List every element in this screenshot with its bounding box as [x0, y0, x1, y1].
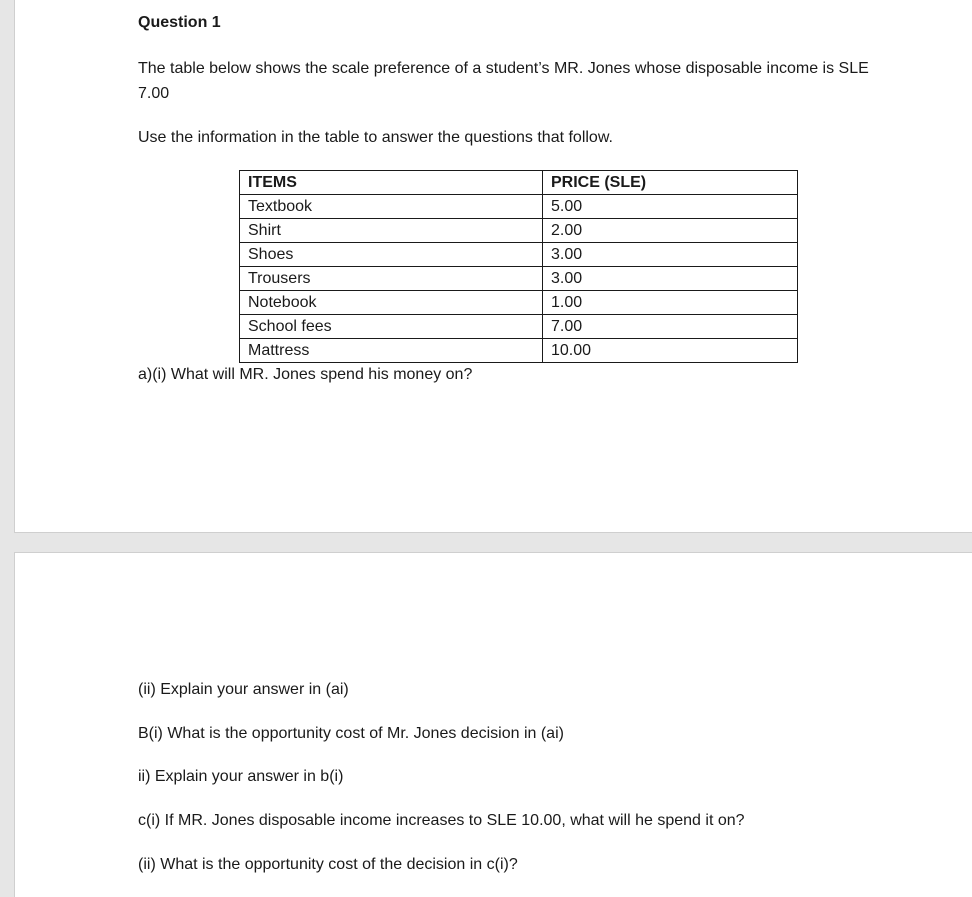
item-cell: Textbook [240, 195, 543, 219]
intro-line-1: The table below shows the scale preference of a student’s MR. Jones whose disposable income is SLE [138, 60, 869, 77]
table-row [240, 195, 798, 219]
price-cell: 3.00 [543, 243, 798, 267]
table-row [240, 339, 798, 363]
price-cell: 1.00 [543, 291, 798, 315]
preference-table [239, 170, 798, 363]
table-row [240, 243, 798, 267]
price-cell: 2.00 [543, 219, 798, 243]
question-a-ii: (ii) Explain your answer in (ai) [138, 681, 349, 698]
price-cell: 3.00 [543, 267, 798, 291]
question-c-i: c(i) If MR. Jones disposable income increases to SLE 10.00, what will he spend it on? [138, 812, 745, 829]
table-row [240, 267, 798, 291]
intro-line-2: 7.00 [138, 85, 170, 102]
question-a-i: a)(i) What will MR. Jones spend his money on? [138, 366, 473, 383]
table-row [240, 315, 798, 339]
price-cell: 7.00 [543, 315, 798, 339]
item-cell: Mattress [240, 339, 543, 363]
question-title: Question 1 [138, 14, 221, 31]
header-price: PRICE (SLE) [543, 171, 798, 195]
item-cell: School fees [240, 315, 543, 339]
table-row [240, 219, 798, 243]
instruction: Use the information in the table to answer the questions that follow. [138, 129, 613, 146]
question-b-i: B(i) What is the opportunity cost of Mr. Jones decision in (ai) [138, 725, 564, 742]
question-b-ii: ii) Explain your answer in b(i) [138, 768, 344, 785]
page-2 [14, 552, 972, 897]
price-cell: 5.00 [543, 195, 798, 219]
page-1 [14, 0, 972, 533]
table-row [240, 291, 798, 315]
item-cell: Notebook [240, 291, 543, 315]
item-cell: Shoes [240, 243, 543, 267]
price-cell: 10.00 [543, 339, 798, 363]
item-cell: Trousers [240, 267, 543, 291]
item-cell: Shirt [240, 219, 543, 243]
table-header-row [240, 171, 798, 195]
question-c-ii: (ii) What is the opportunity cost of the decision in c(i)? [138, 856, 518, 873]
header-items: ITEMS [240, 171, 543, 195]
